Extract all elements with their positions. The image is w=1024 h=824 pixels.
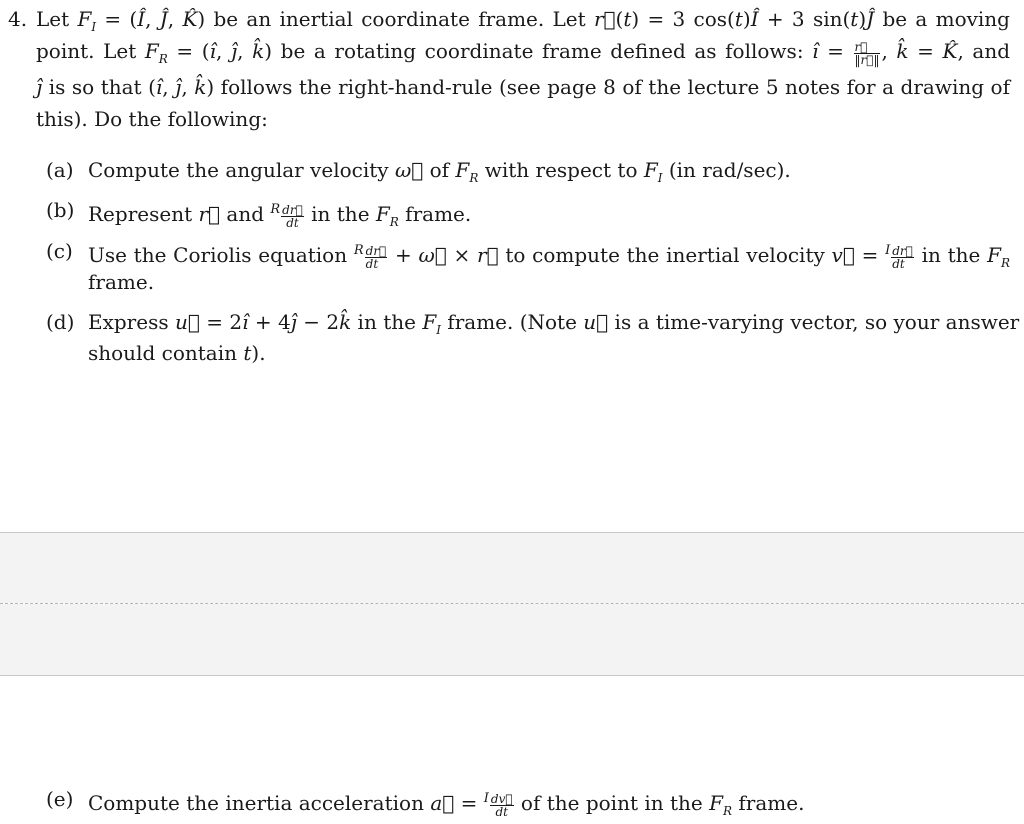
item-c-text-2: frame. — [88, 270, 155, 294]
answer-area-band-1 — [0, 533, 1024, 603]
intro-line-3: ĵ is so that (î, ĵ, k̂) follows the right-hand-rule (see page 8 of the lecture 5 notes for a drawing of — [36, 75, 1010, 99]
item-a-label: (a) — [46, 158, 74, 182]
answer-area-bottom-border — [0, 675, 1024, 676]
item-c-label: (c) — [46, 239, 73, 263]
item-d-text-2: should contain t). — [88, 341, 266, 365]
item-e-label: (e) — [46, 787, 74, 811]
problem-number: 4. — [8, 7, 28, 31]
item-d-label: (d) — [46, 310, 75, 334]
answer-area-band-2 — [0, 604, 1024, 675]
intro-line-2: point. Let $F_R$ = (î, ĵ, k̂) be a rotating coordinate frame defined as follows: î = $\frac{r⃗}{‖r⃗‖}$ , k̂ = K̂, and — [36, 39, 1011, 67]
item-e-text: Compute the inertia acceleration a⃗ = $^I$ $\frac{dv⃗}{dt}$ of the point in the $F_R$ frame. — [88, 791, 805, 819]
item-c-text-1: Use the Coriolis equation $^R$ $\frac{dr⃗}{dt}$ + ω⃗ × r⃗ to compute the inertial velocity v⃗ = $^I$ $\frac{dr⃗}{dt}$ in the $F_R$ — [88, 243, 1011, 271]
item-b-text: Represent r⃗ and $^R$ $\frac{dr⃗}{dt}$ in the $F_R$ frame. — [88, 202, 472, 230]
intro-line-1: Let $F_I$ = (Î, Ĵ, K̂) be an inertial coordinate frame. Let r⃗(t) = 3 cos(t)Î + 3 sin(t)Ĵ be a moving — [36, 7, 1010, 34]
item-d-text-1: Express u⃗ = 2î + 4ĵ − 2k̂ in the $F_I$ frame. (Note u⃗ is a time-varying vector, so your answer — [88, 310, 1020, 337]
item-b-label: (b) — [46, 198, 75, 222]
intro-line-4: this). Do the following: — [36, 107, 268, 131]
item-a-text: Compute the angular velocity ω⃗ of $F_R$ with respect to $F_I$ (in rad/sec). — [88, 158, 791, 185]
